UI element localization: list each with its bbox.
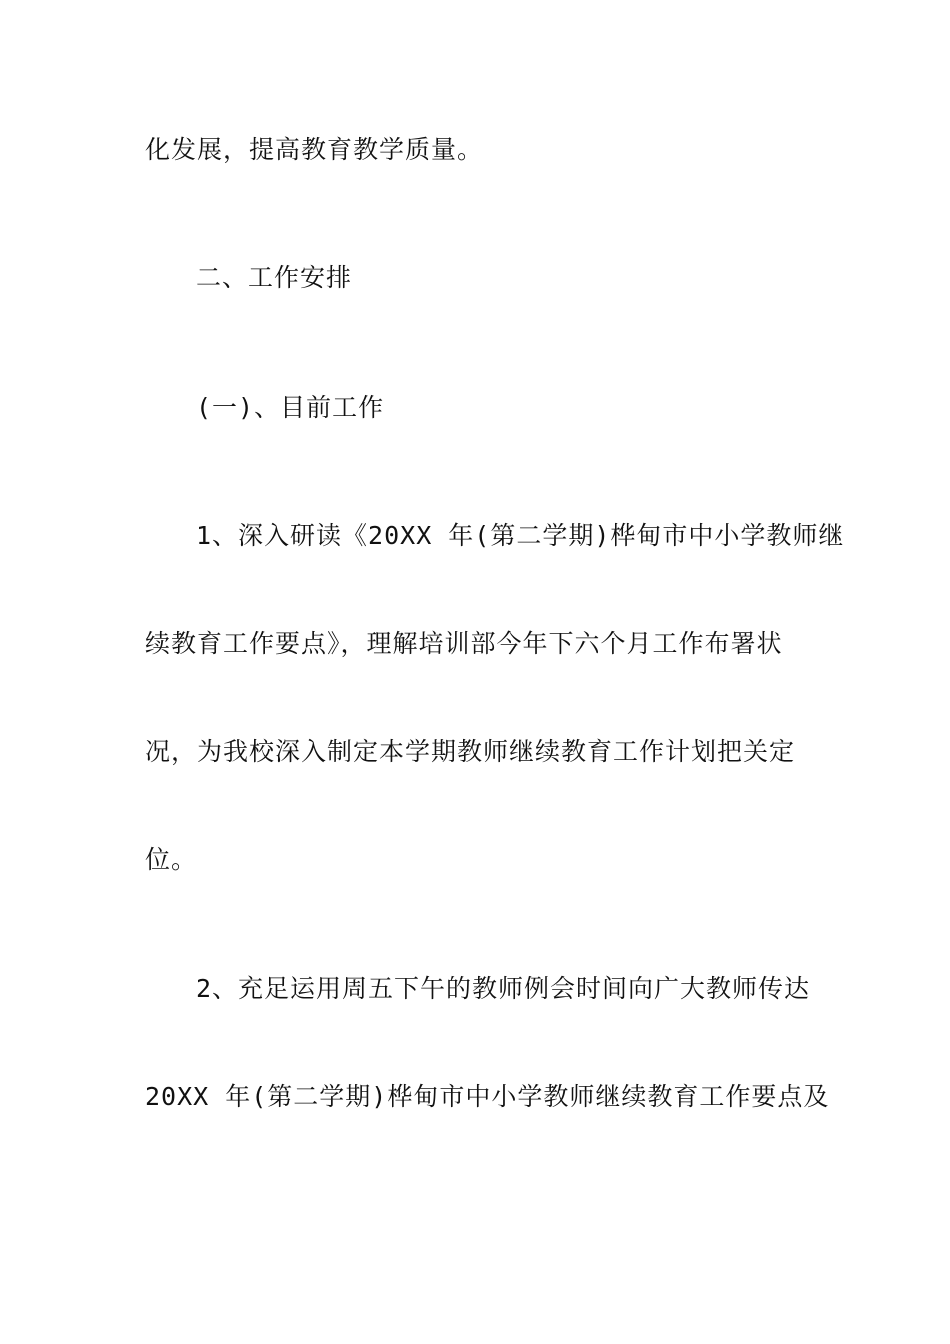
paragraph-continuation: 化发展，提高教育教学质量。 (145, 135, 484, 164)
subsection-heading: (一)、目前工作 (196, 393, 385, 422)
item-1-line-3: 况，为我校深入制定本学期教师继续教育工作计划把关定 (145, 737, 796, 766)
item-2-line-1: 2、充足运用周五下午的教师例会时间向广大教师传达 (196, 974, 811, 1003)
item-1-line-2: 续教育工作要点》，理解培训部今年下六个月工作布署状 (145, 629, 783, 658)
item-1-line-4: 位。 (145, 845, 198, 874)
section-heading: 二、工作安排 (196, 263, 353, 292)
item-1-line-1: 1、深入研读《20XX 年(第二学期)桦甸市中小学教师继 (196, 521, 845, 550)
item-2-line-2: 20XX 年(第二学期)桦甸市中小学教师继续教育工作要点及 (145, 1082, 830, 1111)
